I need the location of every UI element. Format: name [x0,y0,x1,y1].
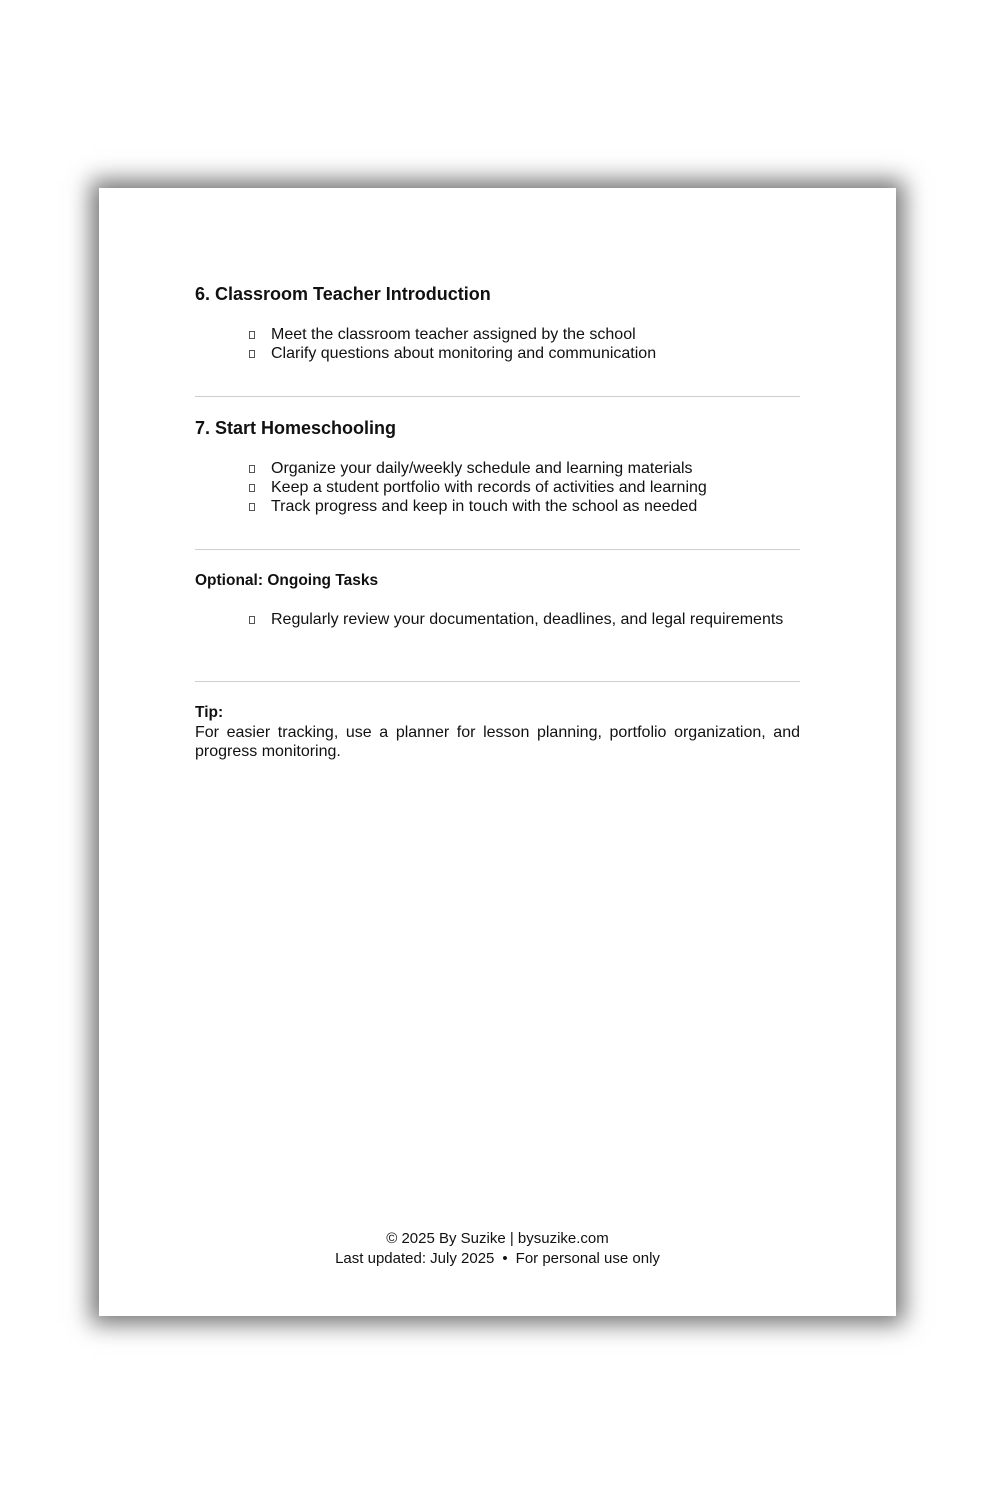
checklist-optional [249,610,800,629]
checkbox-icon [249,484,255,492]
checkbox-icon [249,616,255,624]
section-title-optional: Optional: Ongoing Tasks [195,572,379,589]
divider [195,681,800,682]
footer-usage: For personal use only [515,1250,660,1267]
document-page [99,188,896,1316]
checklist-classroom-teacher [249,325,800,363]
checklist-item: Organize your daily/weekly schedule and learning materials [249,459,800,478]
checkbox-icon [249,331,255,339]
footer-separator: • [502,1250,508,1267]
checklist-start-homeschooling [249,459,800,516]
checkbox-icon [249,465,255,473]
tip-text: For easier tracking, use a planner for lesson planning, portfolio organization, and progress monitoring. [195,724,800,760]
checklist-item: Meet the classroom teacher assigned by the school [249,325,800,344]
divider [195,396,800,397]
checklist-item: Keep a student portfolio with records of activities and learning [249,478,800,497]
checkbox-icon [249,350,255,358]
footer-meta [99,1249,896,1269]
section-title-start-homeschooling: 7. Start Homeschooling [195,418,397,438]
checklist-item: Regularly review your documentation, deadlines, and legal requirements [249,610,800,629]
divider [195,549,800,550]
checkbox-icon [249,503,255,511]
footer [99,1229,896,1269]
footer-copyright: © 2025 By Suzike | bysuzike.com [386,1230,609,1247]
tip-label: Tip: [195,704,224,721]
section-title-classroom-teacher: 6. Classroom Teacher Introduction [195,284,491,304]
footer-updated: Last updated: July 2025 [335,1250,495,1267]
checklist-item: Clarify questions about monitoring and communication [249,344,800,363]
checklist-item: Track progress and keep in touch with the school as needed [249,497,800,516]
